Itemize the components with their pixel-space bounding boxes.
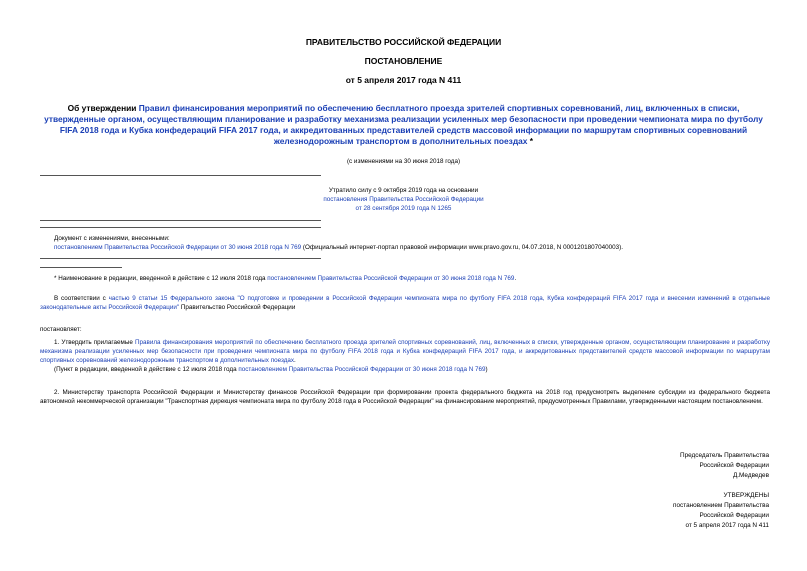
item-2: 2. Министерству транспорта Российской Федерации и Министерству финансов Российской Федерации при формировании проекта федерального бюджета на 2018 год предусмотреть выделение субсидии из федерального бюджета автономной некоммерческой организации "Транспортная дирекция чемпионата мира по футболу 2018 года в Российской Федерации" на финансирование мероприятий, предусмотренных Правилами, утвержденными настоящим постановлением.	[40, 389, 770, 405]
amendments-line	[54, 243, 774, 252]
title-prefix: Об утверждении	[67, 103, 139, 113]
expired-link-1[interactable]: постановления Правительства Российской Федерации	[323, 196, 484, 203]
amendments-tail: (Официальный интернет-портал правовой информации www.pravo.gov.ru, 04.07.2018, N 0001201807040003).	[301, 244, 623, 251]
signature-country: Российской Федерации	[699, 462, 769, 469]
footnote-end: .	[514, 275, 517, 282]
amendments-link[interactable]: постановлением Правительства Российской Федерации от 30 июня 2018 года N 769	[54, 244, 302, 251]
federal-law-link[interactable]: частью 9 статьи 15 Федерального закона "О подготовке и проведении в Российской Федерации чемпионата мира по футболу FIFA 2018 года, Кубка конфедераций FIFA 2017 года и внесении изменений в отдельные законодательные акты Российской Федерации"	[40, 295, 770, 311]
footnote-link[interactable]: постановлением Правительства Российской Федерации от 30 июня 2018 года N 769	[267, 275, 515, 282]
document-title	[40, 103, 767, 147]
approved-block	[673, 491, 769, 531]
divider	[40, 258, 321, 259]
document-date-number: от 5 апреля 2017 года N 411	[345, 75, 462, 85]
item-1-note	[54, 365, 774, 374]
item-1-rules-link[interactable]: Правила финансирования мероприятий по обеспечению бесплатного проезда зрителей спортивных соревнований, лиц, включенных в списки, утвержденные органом, осуществляющим планирование и разработку механизма реализации усиленных мер безопасности при проведении чемпионата мира по футболу FIFA 2018 года и Кубка конфедераций FIFA 2017 года, и аккредитованных представителей средств массовой информации по маршрутам спортивных соревнований железнодорожным транспортом в дополнительных поездах	[40, 339, 770, 364]
divider	[40, 220, 321, 221]
item-1	[40, 338, 770, 365]
preamble-text-2: Правительство Российской Федерации	[179, 304, 296, 311]
approved-date: от 5 апреля 2017 года N 411	[685, 522, 769, 529]
item-1-note-end: )	[485, 366, 488, 373]
changes-note: (с изменениями на 30 июня 2018 года)	[346, 158, 461, 165]
item-1-note-link[interactable]: постановлением Правительства Российской Федерации от 30 июня 2018 года N 769	[238, 366, 486, 373]
footnote-text: * Наименование в редакции, введенной в действие с 12 июля 2018 года	[54, 275, 268, 282]
footnote	[54, 274, 774, 283]
item-1-note-text: (Пункт в редакции, введенной в действие с 12 июля 2018 года	[54, 366, 239, 373]
amendments-intro: Документ с изменениями, внесенными:	[54, 235, 170, 242]
signature-block	[680, 451, 769, 481]
divider	[40, 175, 321, 176]
government-name: ПРАВИТЕЛЬСТВО РОССИЙСКОЙ ФЕДЕРАЦИИ	[305, 37, 502, 47]
item-1-end: .	[294, 357, 296, 364]
expired-link-2[interactable]: от 28 сентября 2019 года N 1265	[355, 205, 452, 212]
document-type: ПОСТАНОВЛЕНИЕ	[364, 56, 443, 66]
approved-by: постановлением Правительства	[673, 502, 769, 509]
divider	[40, 227, 321, 228]
title-rules-link[interactable]: Правил финансирования мероприятий по обеспечению бесплатного проезда зрителей спортивных соревнований, лиц, включенных в списки, утвержденные органом, осуществляющим планирование и разработку механизма реализации усиленных мер безопасности при проведении чемпионата мира по футболу FIFA 2018 года и Кубка конфедераций FIFA 2017 года, и аккредитованных представителей средств массовой информации по маршрутам спортивных соревнований железнодорожным транспортом в дополнительных поездах	[44, 103, 763, 146]
preamble	[40, 294, 770, 312]
divider	[40, 267, 122, 268]
signature-position: Председатель Правительства	[680, 452, 769, 459]
expired-line: Утратило силу с 9 октября 2019 года на основании	[328, 187, 479, 194]
decrees: постановляет:	[40, 326, 82, 333]
approved-country: Российской Федерации	[699, 512, 769, 519]
title-suffix: *	[527, 136, 534, 146]
approved-heading: УТВЕРЖДЕНЫ	[723, 492, 769, 499]
preamble-text: В соответствии с	[54, 295, 109, 302]
item-1-text: 1. Утвердить прилагаемые	[54, 339, 135, 346]
signature-name: Д.Медведев	[732, 472, 769, 479]
